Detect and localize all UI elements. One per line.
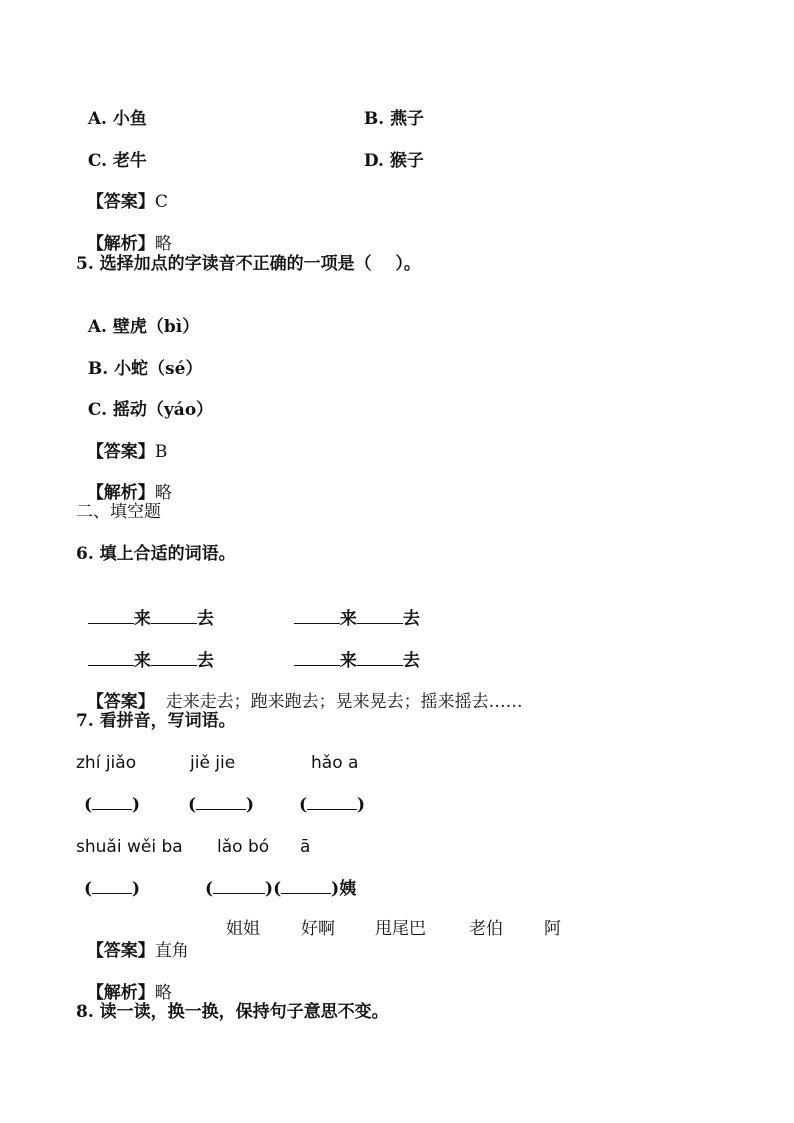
q6-stem: 6. 填上合适的词语。 — [76, 544, 236, 564]
q7-answer-5: 老伯 — [469, 919, 503, 939]
q6-answer: 【答案】 走来走去；跑来跑去；晃来晃去；摇来摇去…… — [86, 692, 523, 712]
q7-analysis: 【解析】略 — [86, 983, 172, 1003]
q7-pinyin-5: lǎo bó — [217, 837, 270, 857]
q7-pinyin-3: hǎo a — [311, 753, 359, 773]
q5-option-c: C. 摇动（yáo） — [87, 400, 214, 420]
q7-pinyin-1: zhí jiǎo — [76, 753, 137, 773]
q7-answer-6: 阿 — [544, 919, 561, 939]
q7-box-1: ( ) — [84, 795, 141, 815]
q4-option-b: B. 燕子 — [363, 109, 425, 129]
q6-blank-row-2a: 来 去 — [76, 627, 214, 672]
q6-blank-row-2b: 来 去 — [282, 627, 420, 672]
q7-answer-4: 甩尾巴 — [375, 919, 426, 939]
q4-option-c: C. 老牛 — [87, 151, 147, 171]
q4-answer: 【答案】C — [86, 192, 168, 212]
q5-option-b: B. 小蛇（sé） — [87, 359, 203, 379]
q7-answer: 【答案】直角 — [86, 941, 189, 961]
q4-analysis: 【解析】略 — [86, 234, 172, 254]
q5-stem: 5. 选择加点的字读音不正确的一项是（ ）。 — [76, 254, 421, 274]
q5-answer: 【答案】B — [86, 442, 168, 462]
q7-pinyin-6: ā — [300, 837, 311, 857]
q7-stem: 7. 看拼音，写词语。 — [76, 711, 236, 731]
q5-option-a: A. 壁虎（bì） — [87, 317, 200, 337]
q5-analysis: 【解析】略 — [86, 483, 172, 503]
q6-blank-row-1b: 来 去 — [282, 585, 420, 630]
q8-stem: 8. 读一读，换一换，保持句子意思不变。 — [76, 1002, 389, 1022]
q7-pinyin-4: shuǎi wěi ba — [76, 837, 183, 857]
q7-answer-2: 姐姐 — [226, 919, 260, 939]
q4-option-d: D. 猴子 — [363, 151, 424, 171]
section-title: 二、填空题 — [76, 502, 161, 522]
q7-box-5-6: ( )( )姨 — [205, 879, 357, 899]
q7-box-4: ( ) — [84, 879, 141, 899]
q4-option-a: A. 小鱼 — [87, 109, 147, 129]
q7-answer-3: 好啊 — [301, 919, 335, 939]
q6-blank-row-1a: 来 去 — [76, 585, 214, 630]
q7-box-3: ( ) — [299, 795, 366, 815]
q7-box-2: ( ) — [188, 795, 255, 815]
q7-pinyin-2: jiě jie — [190, 753, 236, 773]
